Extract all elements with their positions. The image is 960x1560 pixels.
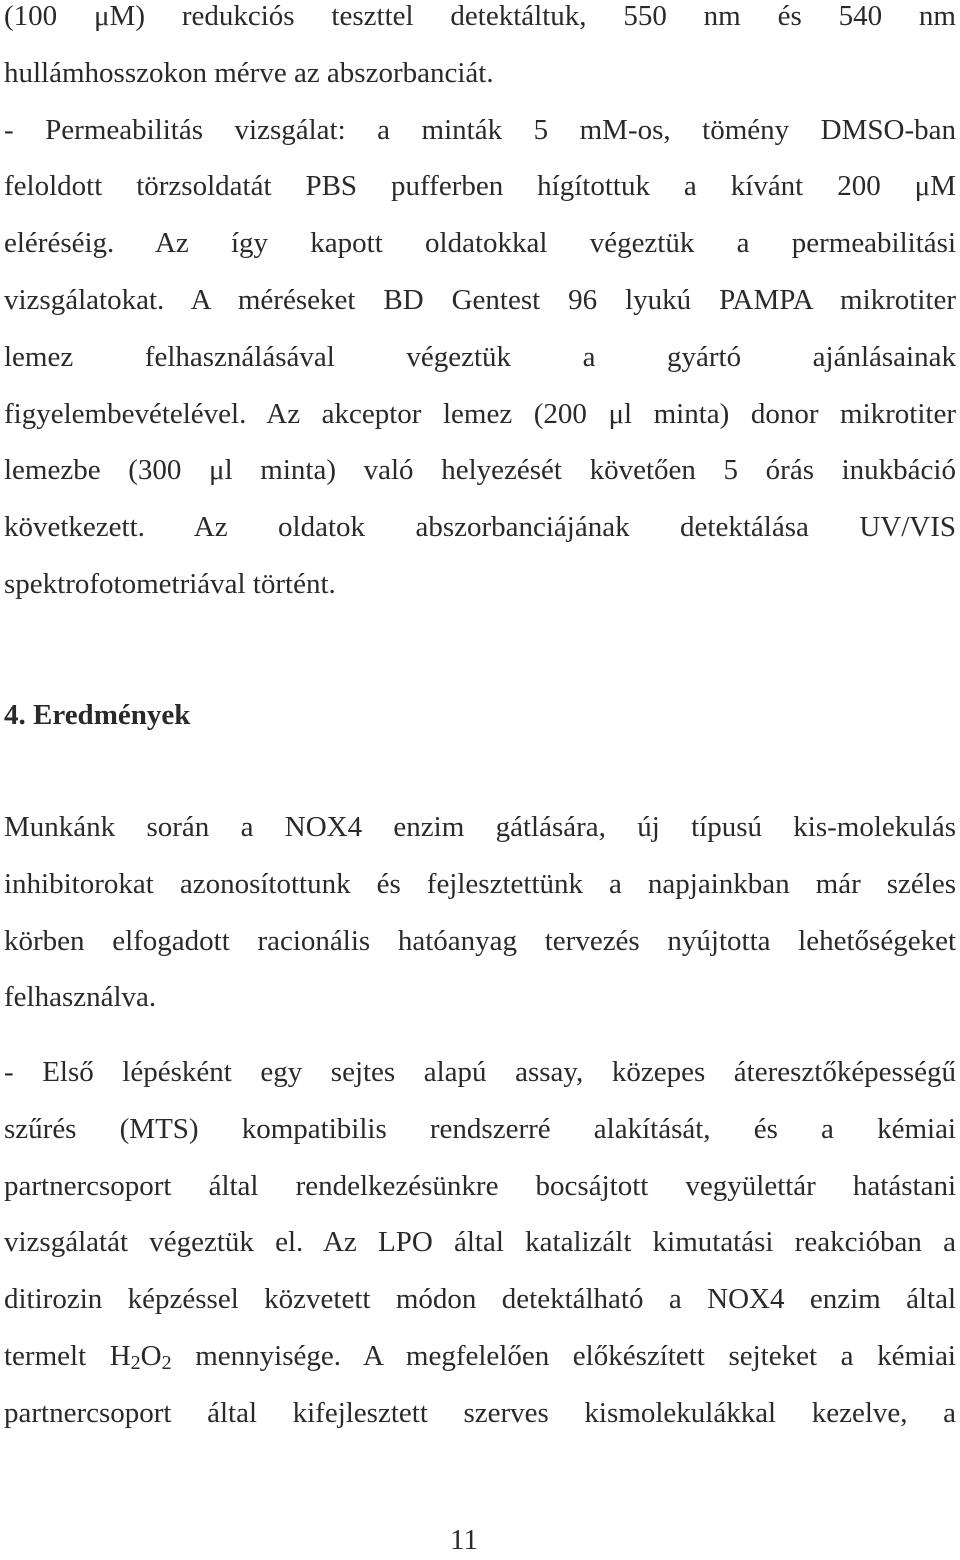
text-line: - Első lépésként egy sejtes alapú assay, közepes áteresztőképességű bbox=[4, 1056, 956, 1088]
text-line: partnercsoport által kifejlesztett szerves kismolekulákkal kezelve, a bbox=[4, 1396, 956, 1429]
text-line-with-formula bbox=[4, 1328, 956, 1385]
text-line: eléréséig. Az így kapott oldatokkal végeztük a permeabilitási bbox=[4, 227, 956, 260]
text-line: lemez felhasználásával végeztük a gyártó ajánlásainak bbox=[4, 340, 956, 373]
text-line: vizsgálatokat. A méréseket BD Gentest 96 lyukú PAMPA mikrotiter bbox=[4, 283, 956, 316]
text-line: körben elfogadott racionális hatóanyag tervezés nyújtotta lehetőségeket bbox=[4, 924, 956, 957]
text-fragment: termelt H bbox=[4, 1339, 131, 1372]
text-line: hullámhosszokon mérve az abszorbanciát. bbox=[4, 56, 494, 89]
subscript: 2 bbox=[161, 1351, 172, 1374]
text-fragment: O bbox=[140, 1339, 162, 1372]
text-line: partnercsoport által rendelkezésünkre bocsájtott vegyülettár hatástani bbox=[4, 1169, 956, 1202]
subscript: 2 bbox=[130, 1351, 141, 1374]
text-line: (100 μM) redukciós teszttel detektáltuk, 550 nm és 540 nm bbox=[4, 0, 956, 32]
results-paragraph-1 bbox=[4, 799, 956, 1026]
section-heading: 4. Eredmények bbox=[4, 699, 191, 731]
text-line: lemezbe (300 μl minta) való helyezését követően 5 órás inukbáció bbox=[4, 454, 956, 487]
results-paragraph-2 bbox=[4, 1044, 956, 1442]
text-line: következett. Az oldatok abszorbanciájának detektálása UV/VIS bbox=[4, 511, 956, 544]
text-line: spektrofotometriával történt. bbox=[4, 567, 336, 600]
text-line: feloldott törzsoldatát PBS pufferben hígítottuk a kívánt 200 μM bbox=[4, 170, 956, 203]
text-line: ditirozin képzéssel közvetett módon detektálható a NOX4 enzim által bbox=[4, 1283, 956, 1316]
methods-paragraph bbox=[4, 0, 956, 613]
text-line: szűrés (MTS) kompatibilis rendszerré alakítását, és a kémiai bbox=[4, 1112, 956, 1145]
text-line: vizsgálatát végeztük el. Az LPO által katalizált kimutatási reakcióban a bbox=[4, 1226, 956, 1259]
text-line: figyelembevételével. Az akceptor lemez (200 μl minta) donor mikrotiter bbox=[4, 397, 956, 430]
text-line: inhibitorokat azonosítottunk és fejlesztettünk a napjainkban már széles bbox=[4, 867, 956, 900]
text-line: felhasználva. bbox=[4, 981, 157, 1014]
text-line: Munkánk során a NOX4 enzim gátlására, új típusú kis-molekulás bbox=[4, 811, 956, 843]
text-fragment: mennyisége. A megfelelően előkészített sejteket a kémiai bbox=[171, 1339, 956, 1372]
text-line: - Permeabilitás vizsgálat: a minták 5 mM-os, tömény DMSO-ban bbox=[4, 113, 956, 146]
page-number: 11 bbox=[450, 1524, 478, 1556]
